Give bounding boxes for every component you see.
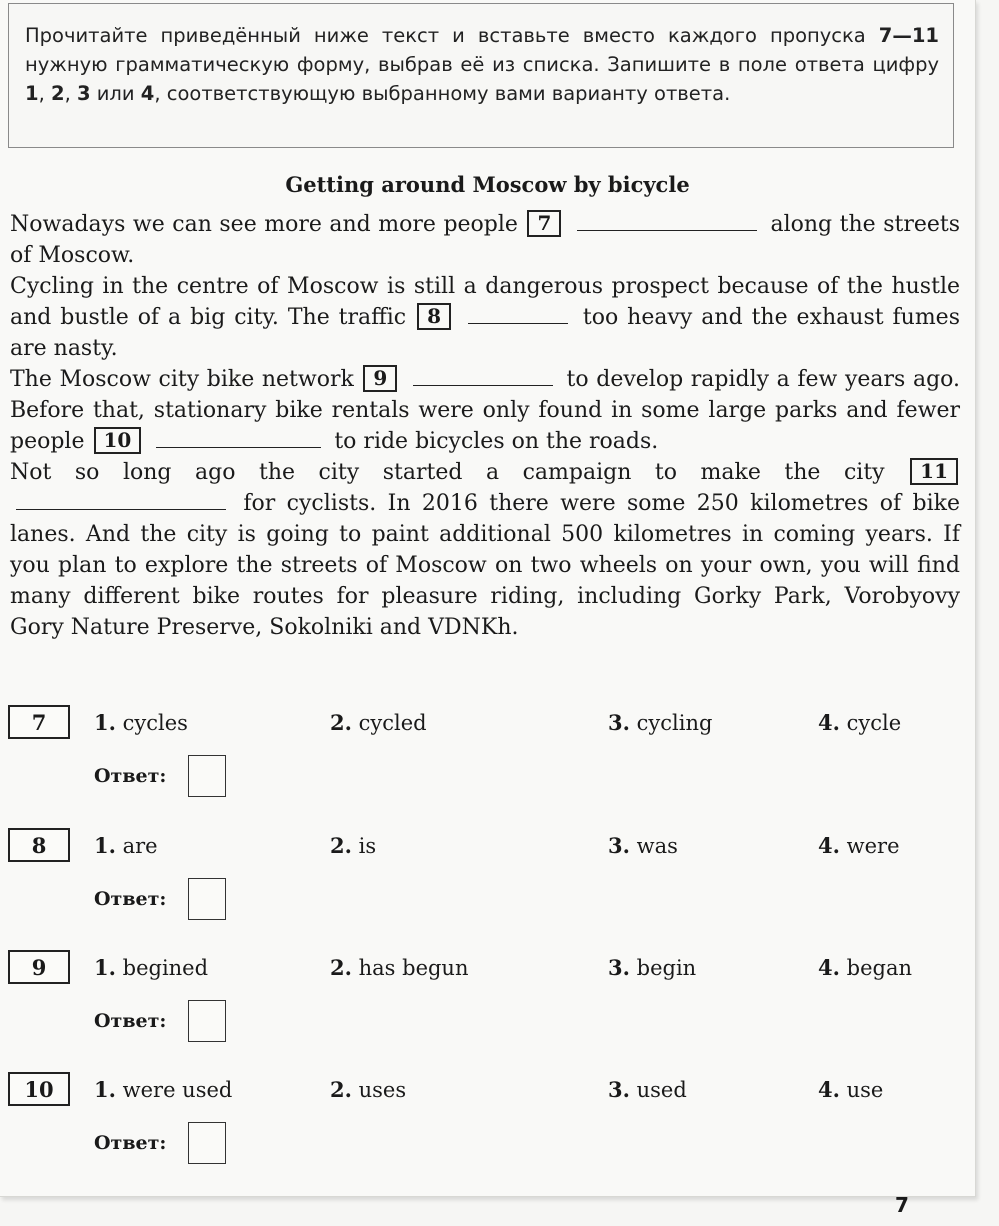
option-2[interactable]: 2. has begun: [330, 955, 469, 980]
option-3[interactable]: 3. cycling: [608, 710, 713, 735]
option-3[interactable]: 3. was: [608, 833, 678, 858]
option-1[interactable]: 1. begined: [94, 955, 209, 980]
option-1[interactable]: 1. cycles: [94, 710, 188, 735]
option-4[interactable]: 4. use: [818, 1077, 884, 1102]
answer-box[interactable]: [188, 1122, 226, 1164]
page-number: 7: [895, 1193, 909, 1217]
option-1[interactable]: 1. were used: [94, 1077, 233, 1102]
gap-blank-10: [156, 427, 321, 448]
gap-blank-11: [16, 489, 226, 510]
gap-blank-8: [468, 303, 568, 324]
paragraph-4: Not so long ago the city started a campaign to make the city 11 for cyclists. In 2016 there were some 250 kilometres of bike lanes. And the city is going to paint additional 500 kilometres in coming years. If you plan to explore the streets of Moscow on two wheels on your own, you will find many different bike routes for pleasure riding, including Gorky Park, Vorobyovy Gory Nature Preserve, Sokolniki and VDNKh.: [10, 459, 960, 640]
paragraph-2: Cycling in the centre of Moscow is still a dangerous prospect because of the hustle and bustle of a big city. The traffic 8 too heavy and the exhaust fumes are nasty.: [10, 274, 960, 361]
gap-number-8: 8: [417, 303, 451, 330]
gap-blank-7: [577, 210, 757, 231]
option-2[interactable]: 2. uses: [330, 1077, 407, 1102]
answer-label: Ответ:: [94, 765, 167, 787]
instructions-box: Прочитайте приведённый ниже текст и вставьте вместо каждого пропуска 7—11 нужную грамматическую форму, выбрав её из списка. Запишите в поле ответа цифру 1, 2, 3 или 4, соответствующую выбранному вами варианту ответа.: [8, 3, 954, 148]
option-4[interactable]: 4. were: [818, 833, 900, 858]
answer-box[interactable]: [188, 878, 226, 920]
gap-number-9: 9: [363, 365, 397, 392]
option-2[interactable]: 2. cycled: [330, 710, 427, 735]
question-number: 10: [8, 1072, 70, 1106]
question-number: 8: [8, 828, 70, 862]
question-number: 9: [8, 950, 70, 984]
reading-text: [10, 209, 960, 643]
gap-number-7: 7: [527, 210, 561, 237]
text-title: Getting around Moscow by bicycle: [285, 172, 690, 197]
instructions-text: Прочитайте приведённый ниже текст и вставьте вместо каждого пропуска: [25, 24, 866, 47]
option-2[interactable]: 2. is: [330, 833, 377, 858]
gap-blank-9: [413, 365, 553, 386]
option-1[interactable]: 1. are: [94, 833, 158, 858]
instructions-range: 7—11: [878, 24, 940, 47]
gap-number-11: 11: [910, 458, 958, 485]
option-3[interactable]: 3. begin: [608, 955, 697, 980]
answer-label: Ответ:: [94, 1132, 167, 1154]
option-3[interactable]: 3. used: [608, 1077, 687, 1102]
question-10: [8, 1072, 968, 1172]
question-9: [8, 950, 968, 1050]
question-number: 7: [8, 705, 70, 739]
option-4[interactable]: 4. began: [818, 955, 912, 980]
gap-number-10: 10: [94, 427, 142, 454]
answer-label: Ответ:: [94, 1010, 167, 1032]
paragraph-3: The Moscow city bike network 9 to develop rapidly a few years ago. Before that, stationary bike rentals were only found in some large parks and fewer people 10 to ride bicycles on the roads.: [10, 366, 961, 454]
answer-label: Ответ:: [94, 888, 167, 910]
question-8: [8, 828, 968, 928]
paragraph-1: Nowadays we can see more and more people 7 along the streets of Moscow.: [10, 211, 961, 268]
answer-box[interactable]: [188, 755, 226, 797]
question-7: [8, 705, 968, 805]
answer-box[interactable]: [188, 1000, 226, 1042]
option-4[interactable]: 4. cycle: [818, 710, 902, 735]
